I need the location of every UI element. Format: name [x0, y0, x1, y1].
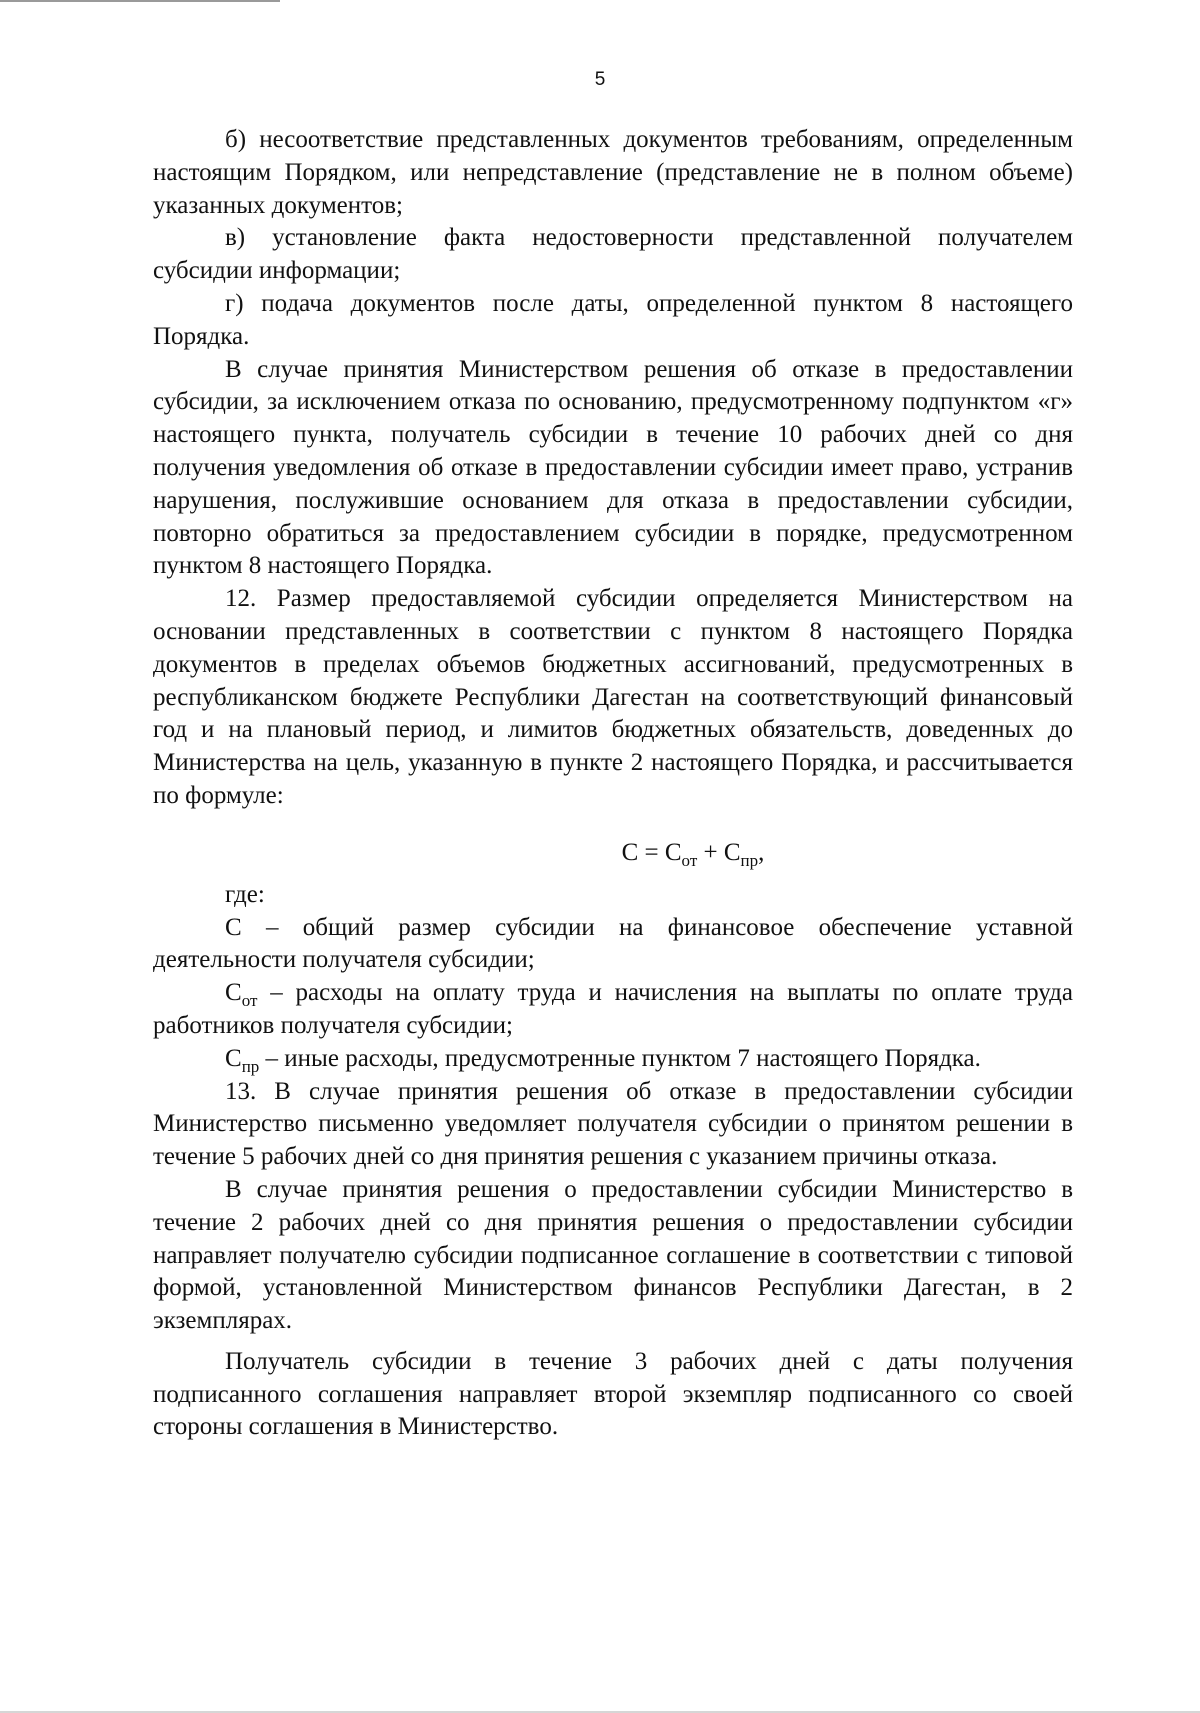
paragraph-refusal: В случае принятия Министерством решения об отказе в предоставлении субсидии, за исключением отказа по основанию, предусмотренному подпунктом «г» настоящего пункта, получатель субсидии в течение 10 рабочих дней со дня получения уведомления об отказе в предоставлении субсидии имеет право, устранив нарушения, послужившие основанием для отказа в предоставлении субсидии, повторно обратиться за предоставлением субсидии в порядке, предусмотренном пунктом 8 настоящего Порядка.: [153, 355, 1073, 580]
c-pr-text: – иные расходы, предусмотренные пунктом 7 настоящего Порядка.: [259, 1044, 981, 1072]
definition-c-pr: [153, 1043, 1073, 1076]
paragraph-decision: В случае принятия решения о предоставлении субсидии Министерство в течение 2 рабочих дней со дня принятия решения о предоставлении субсидии направляет получателю субсидии подписанное соглашение в соответствии с типовой формой, установленной Министерством финансов Республики Дагестан, в 2 экземплярах.: [153, 1175, 1073, 1335]
scan-edge-top: [0, 0, 280, 2]
document-body: [153, 124, 1073, 1444]
paragraph-recipient: Получатель субсидии в течение 3 рабочих дней с даты получения подписанного соглашения направляет второй экземпляр подписанного со своей стороны соглашения в Министерство.: [153, 1347, 1073, 1441]
paragraph-v: в) установление факта недостоверности представленной получателем субсидии информации;: [153, 224, 1073, 285]
paragraph-g: г) подача документов после даты, определенной пунктом 8 настоящего Порядка.: [153, 289, 1073, 350]
subsidy-formula: [153, 837, 1073, 869]
formula-sub-ot: от: [681, 850, 698, 870]
where-label: где:: [225, 880, 265, 908]
paragraph-12: 12. Размер предоставляемой субсидии определяется Министерством на основании представленных в соответствии с пунктом 8 настоящего Порядка документов в пределах объемов бюджетных ассигнований, предусмотренных в республиканском бюджете Республики Дагестан на соответствующий финансовый год и на плановый период, и лимитов бюджетных обязательств, доведенных до Министерства на цель, указанную в пункте 2 настоящего Порядка, и рассчитывается по формуле:: [153, 585, 1073, 809]
formula-lhs: С = С: [621, 838, 682, 866]
c-ot-text: – расходы на оплату труда и начисления на выплаты по оплате труда работников получателя субсидии;: [153, 979, 1073, 1039]
formula-sub-pr: пр: [740, 850, 759, 870]
formula-tail: ,: [758, 838, 765, 866]
definition-c-ot: [153, 977, 1073, 1043]
definition-c: С – общий размер субсидии на финансовое обеспечение уставной деятельности получателя субсидии;: [153, 913, 1073, 974]
formula-plus: + С: [697, 838, 741, 866]
c-pr-subscript: пр: [241, 1056, 260, 1076]
c-pr-symbol: С: [225, 1044, 242, 1072]
paragraph-13: 13. В случае принятия решения об отказе в предоставлении субсидии Министерство письменно уведомляет получателя субсидии о принятом решении в течение 5 рабочих дней со дня принятия решения с указанием причины отказа.: [153, 1077, 1073, 1171]
paragraph-b: б) несоответствие представленных документов требованиям, определенным настоящим Порядком, или непредставление (представление не в полном объеме) указанных документов;: [153, 126, 1073, 219]
c-ot-symbol: С: [225, 979, 242, 1007]
c-ot-subscript: от: [241, 991, 258, 1011]
page-number: 5: [594, 69, 606, 90]
